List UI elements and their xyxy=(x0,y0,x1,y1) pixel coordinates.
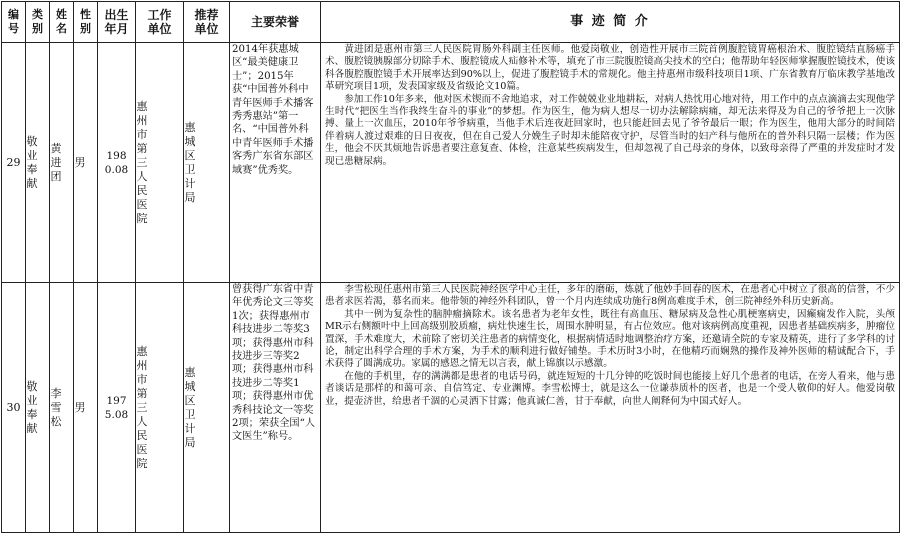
header-recommender: 推荐单位 xyxy=(184,2,230,43)
row-gender: 男 xyxy=(74,43,98,283)
row-unit: 惠州市第三人民医院 xyxy=(136,43,184,283)
row-honors: 曾获得广东省中青年优秀论文三等奖1次；获得惠州市科技进步二等奖3项；获得惠州市科技进步三等奖2项；获得惠州市科技进步二等奖1项；获得惠州市优秀科技论文一等奖2项；荣获全国“人文医生”称号。 xyxy=(230,283,321,533)
deeds-paragraph: 黄进团是惠州市第三人民医院胃肠外科副主任医师。他爱岗敬业，创造性开展市三院首例腹腔镜胃癌根治术、腹腔镜结直肠癌手术、腹腔镜胰腺部分切除手术、腹腔镜成人疝修补术等，填充了市三院腹腔镜高尖技术的空白；他帮助年轻医师掌握腹腔镜技术，使该科各腹腔腹腔镜手术开展率达到90%以上，促进了腹腔镜手术的常规化。他主持惠州市级科技项目1项、广东省教育厅临床教学基地改革研究项目1项，发表国家级及省级论文10篇。 xyxy=(325,44,895,93)
table-row xyxy=(2,43,900,283)
row-unit: 惠州市第三人民医院 xyxy=(136,283,184,533)
row-recommender: 惠城区卫计局 xyxy=(184,43,230,283)
deeds-paragraph: 其中一例为复杂性的脑肿瘤摘除术。该名患者为老年女性，既往有高血压、糖尿病及急性心肌梗塞病史，因癫痫发作入院，头颅MR示右侧额叶中上回高级别胶质瘤，病灶快速生长，周围水肿明显，有占位效应。他对该病例高度重视，因患者基础疾病多，肿瘤位置深，手术难度大，术前除了密切关注患者的病情变化，根据病情适时地调整治疗方案，还邀请全院的专家及精英，进行了多学科的讨论，制定出科学合理的手术方案，为手术的顺利进行做好铺垫。手术历时3小时，在他精巧而娴熟的操作及神外医师的精诚配合下，手术获得了圆满成功。家属的感恩之情无以言表，献上锦旗以示感激。 xyxy=(325,308,895,370)
row-honors: 2014年获惠城区“最美健康卫士”；2015年获“中国普外科中青年医师手术播客秀秀惠站”第一名、“中国普外科中青年医师手术播客秀广东省东部区域赛”优秀奖。 xyxy=(230,43,321,283)
header-category: 类别 xyxy=(26,2,50,43)
honors-table xyxy=(1,1,900,533)
row-birth: 1975.08 xyxy=(98,283,136,533)
table-row xyxy=(2,283,900,533)
row-recommender: 惠城区卫计局 xyxy=(184,283,230,533)
deeds-paragraph: 在他的手机里，存的满满都是患者的电话号码，就连短短的十几分钟的吃饭时间也能接上好几个患者的电话，在旁人看来，他与患者谈话是那样的和蔼可亲、自信笃定、专业渊博。李雪松博士，就是这么一位谦恭质朴的医者，也是一个受人敬仰的好人。他爱岗敬业，提壶济世，给患者千涸的心灵洒下甘露；他真诚仁善，甘于奉献，向世人阐释何为中国式好人。 xyxy=(325,370,895,407)
row-num: 29 xyxy=(2,43,26,283)
header-honors: 主要荣誉 xyxy=(230,2,321,43)
row-num: 30 xyxy=(2,283,26,533)
header-num: 编号 xyxy=(2,2,26,43)
row-name: 黄进团 xyxy=(50,43,74,283)
header-deeds: 事 迹 简 介 xyxy=(321,2,900,43)
row-category: 敬业奉献 xyxy=(26,283,50,533)
header-birth: 出生年月 xyxy=(98,2,136,43)
row-gender: 男 xyxy=(74,283,98,533)
row-category: 敬业奉献 xyxy=(26,43,50,283)
row-deeds xyxy=(321,283,900,533)
row-birth: 1980.08 xyxy=(98,43,136,283)
header-gender: 性别 xyxy=(74,2,98,43)
deeds-paragraph: 参加工作10年多来，他对医术锲而不舍地追求，对工作兢兢业业地耕耘，对病人热忱用心地对待，用工作中的点点滴滴去实现他学生时代“把医生当作我终生奋斗的事业”的梦想。作为医生，他为病人想尽一切办法解除病痛，却无法来得及为自己的爷爷把上一次脉搏、量上一次血压，2010年爷爷病重，当他手术后连夜赶回家时，也只能赶回去见了爷爷最后一眼；作为医生，他用大部分的时间陪伴着病人渡过艰难的日日夜夜，但在自己爱人分娩生子时却未能陪夜守护，尽管当时的妇产科与他所在的普外科只隔一层楼；作为医生，他会不厌其烦地告诉患者要注意复查、体检，注意某些疾病发生，但却忽视了自己母亲的身体，以致母亲得了严重的并发症时才发现已患糖尿病。 xyxy=(325,93,895,167)
header-unit: 工作单位 xyxy=(136,2,184,43)
row-name: 李雪松 xyxy=(50,283,74,533)
row-deeds xyxy=(321,43,900,283)
deeds-paragraph: 李雪松现任惠州市第三人民医院神经医学中心主任，多年的磨砺，炼就了他妙手回春的医术，在患者心中树立了很高的信誉，不少患者求医若渴，慕名而来。他带领的神经外科团队，曾一个月内连续成功施行8例高难度手术，创三院神经外科历史新高。 xyxy=(325,284,895,308)
header-name: 姓名 xyxy=(50,2,74,43)
header-row xyxy=(2,2,900,43)
